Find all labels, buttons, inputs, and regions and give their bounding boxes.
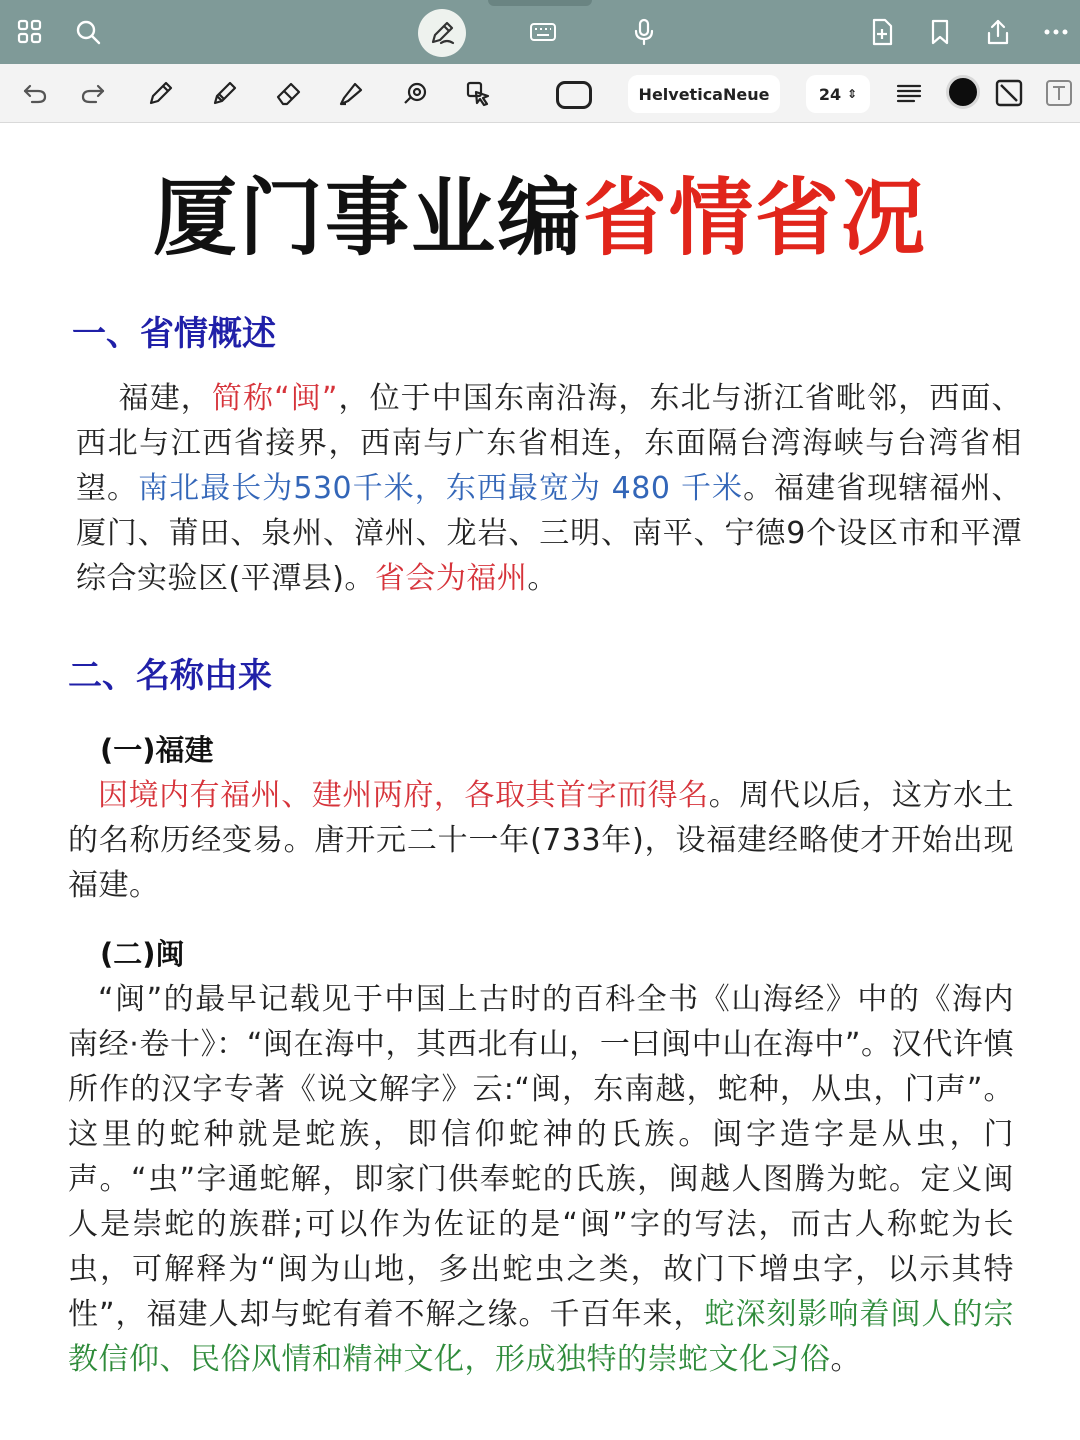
pen-edit-icon[interactable] xyxy=(418,9,466,57)
p1-a: 福建， xyxy=(118,381,212,416)
add-page-icon[interactable] xyxy=(862,12,902,52)
keyboard-icon[interactable] xyxy=(523,12,563,52)
align-icon[interactable] xyxy=(890,74,928,112)
grid-icon[interactable] xyxy=(10,12,50,52)
p1-b: ，位于中国东南沿海，东北与浙江省毗邻，西面、西北与江西省接界，西南与广东省相连，东面隔台湾海峡与台湾省相望。 xyxy=(76,381,1023,506)
section2-heading: 二、名称由来 xyxy=(68,656,272,696)
top-handle[interactable] xyxy=(488,0,592,6)
font-name: HelveticaNeue xyxy=(638,84,770,104)
undo-icon[interactable] xyxy=(16,74,54,112)
section1-heading: 一、省情概述 xyxy=(72,314,276,354)
text-box-icon[interactable] xyxy=(1040,74,1078,112)
section1-paragraph xyxy=(76,376,1022,601)
sub2-green: 蛇深刻影响着闽人的宗教信仰、民俗风情和精神文化，形成独特的崇蛇文化习俗 xyxy=(68,1297,1015,1377)
sub1-rest: 。周代以后，这方水土的名称历经变易。唐开元二十一年(733年)，设福建经略使才开始出现福建。 xyxy=(68,778,1015,903)
sub2-end: 。 xyxy=(830,1342,861,1377)
search-icon[interactable] xyxy=(68,12,108,52)
pencil-icon[interactable] xyxy=(206,74,244,112)
microphone-icon[interactable] xyxy=(624,12,664,52)
sub1-heading: (一)福建 xyxy=(100,733,214,767)
sub2-paragraph xyxy=(68,977,1014,1382)
sub2-text: “闽”的最早记载见于中国上古时的百科全书《山海经》中的《海内南经·卷十》：“闽在海中，其西北有山，一曰闽中山在海中”。汉代许慎所作的汉字专著《说文解字》云:“闽，东南越，蛇种，从虫，门声”。这里的蛇种就是蛇族，即信仰蛇神的氏族。闽字造字是从虫，门声。“虫”字通蛇解，即家门供奉蛇的氏族，闽越人图腾为蛇。定义闽人是崇蛇的族群;可以作为佐证的是“闽”字的写法，而古人称蛇为长虫，可解释为“闽为山地，多出蛇虫之类，故门下增虫字，以示其特性”，福建人却与蛇有着不解之缘。千百年来， xyxy=(68,982,1014,1332)
more-icon[interactable] xyxy=(1036,12,1076,52)
tool-bar xyxy=(0,64,1080,123)
chevron-updown-icon: ⇕ xyxy=(847,87,858,101)
font-selector[interactable] xyxy=(628,75,780,113)
lasso-icon[interactable] xyxy=(460,74,498,112)
title-red-part: 省情省况 xyxy=(583,169,928,267)
sub2-heading: (二)闽 xyxy=(100,937,185,971)
redo-icon[interactable] xyxy=(74,74,112,112)
sub1-red: 因境内有福州、建州两府，各取其首字而得名 xyxy=(98,778,709,813)
p1-red1: 简称“闽” xyxy=(211,381,338,416)
share-icon[interactable] xyxy=(978,12,1018,52)
p1-red2: 省会为福州 xyxy=(374,561,528,596)
top-bar xyxy=(0,0,1080,64)
font-size-selector[interactable] xyxy=(806,75,870,113)
bookmark-icon[interactable] xyxy=(920,12,960,52)
p1-c: 。福建省现辖福州、厦门、莆田、泉州、漳州、龙岩、三明、南平、宁德9个设区市和平潭综合实验区(平潭县)。 xyxy=(76,471,1023,596)
font-size: 24 xyxy=(818,84,842,104)
p1-d: 。 xyxy=(527,561,558,596)
page-title xyxy=(0,168,1080,268)
eraser-icon[interactable] xyxy=(270,74,308,112)
color-swatch[interactable] xyxy=(946,75,980,109)
slash-icon[interactable] xyxy=(990,74,1028,112)
shape-icon[interactable] xyxy=(396,74,434,112)
selection-icon[interactable] xyxy=(556,81,592,109)
title-black-part: 厦门事业编 xyxy=(152,169,583,267)
p1-blue: 南北最长为530千米，东西最宽为 480 千米 xyxy=(138,471,744,506)
sub1-paragraph xyxy=(68,773,1014,908)
pen-icon[interactable] xyxy=(142,74,180,112)
highlighter-icon[interactable] xyxy=(332,74,370,112)
